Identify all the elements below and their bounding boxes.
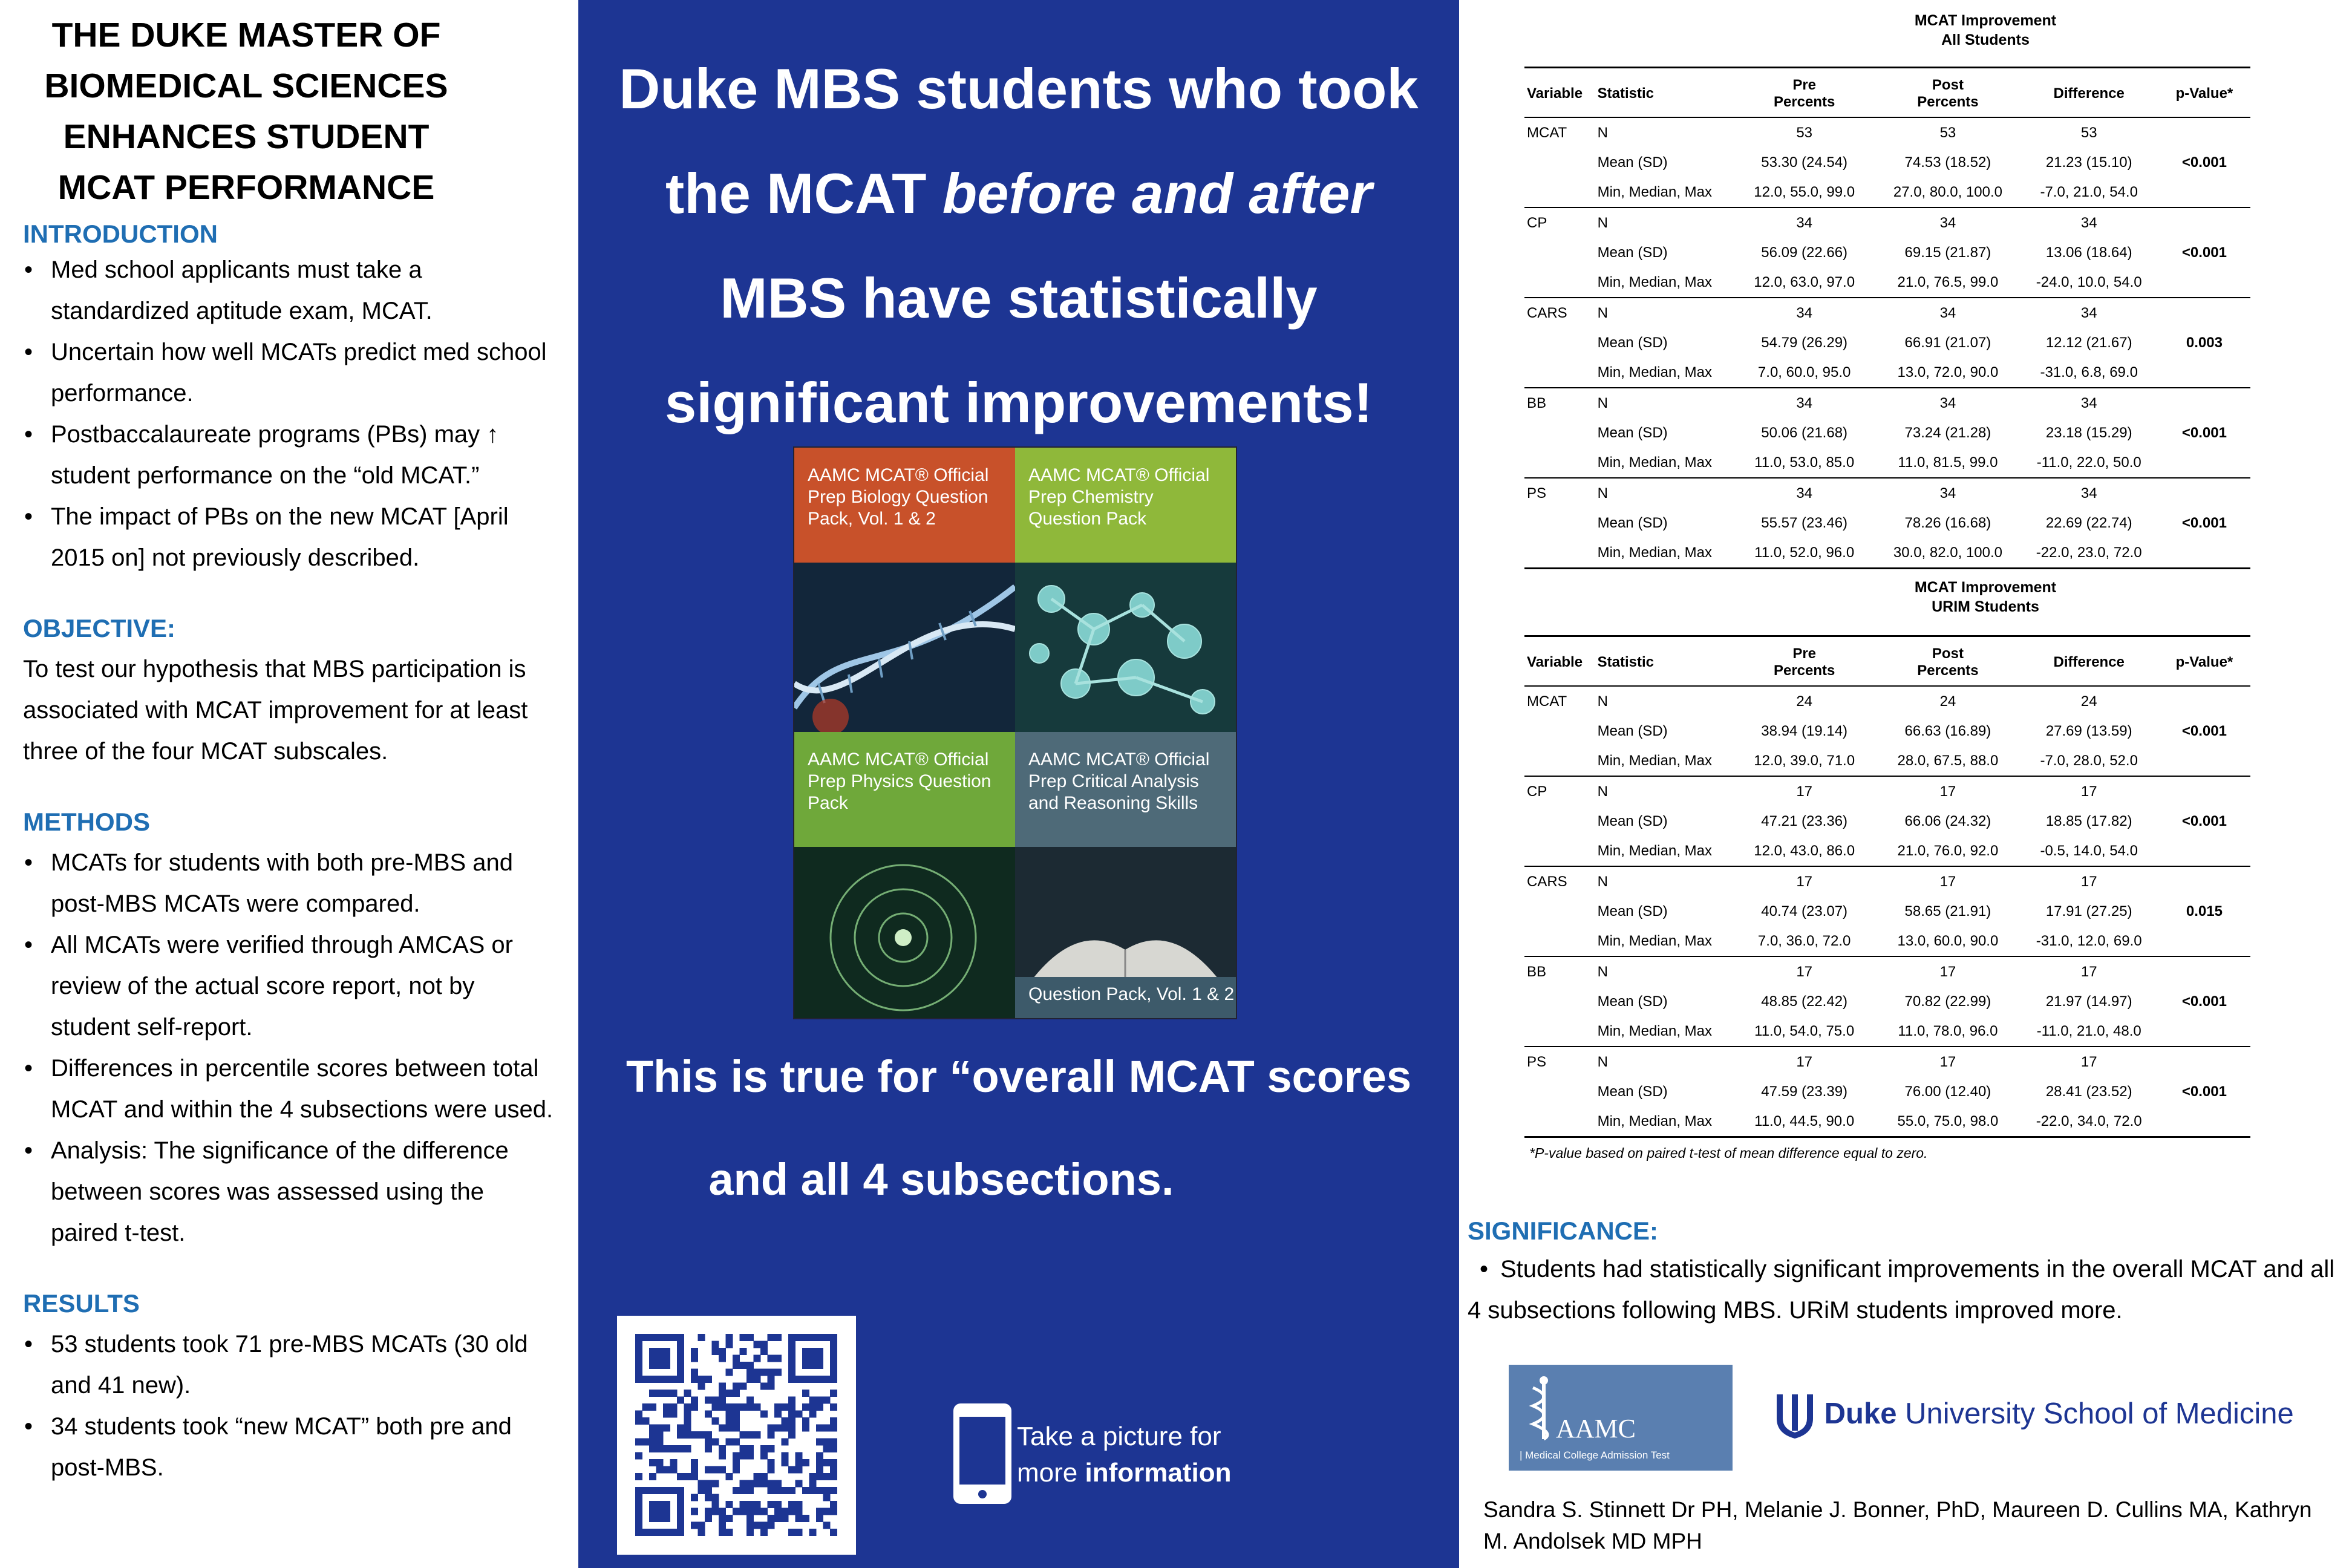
book-biology <box>794 448 1015 732</box>
list-item: • Differences in percentile scores between total MCAT and within the 4 subsections were used. <box>23 1048 555 1130</box>
cell-statistic: Mean (SD) <box>1597 335 1668 351</box>
cell-post: 34 <box>1876 298 2019 328</box>
cell-variable <box>1524 987 1595 1016</box>
cell-pvalue <box>2158 358 2250 388</box>
cell-pre: 12.0, 43.0, 86.0 <box>1754 843 1855 859</box>
take-picture-more: more <box>1017 1458 1085 1488</box>
cell-pre: 47.21 (23.36) <box>1761 813 1848 829</box>
cell-pre: 56.09 (22.66) <box>1761 244 1848 261</box>
cell-pre: 17 <box>1733 866 1876 897</box>
cell-pvalue <box>2158 207 2250 238</box>
take-picture-line-2 <box>1017 1455 1231 1491</box>
cell-pre: 12.0, 63.0, 97.0 <box>1754 274 1855 290</box>
duke-name: Duke <box>1824 1397 1897 1430</box>
headline-line-3: MBS have statistically <box>720 266 1318 330</box>
cell-post: 21.0, 76.5, 99.0 <box>1897 274 1999 290</box>
cell-variable: BB <box>1524 388 1595 418</box>
col-difference: Difference <box>2053 85 2125 102</box>
cell-difference: 17 <box>2020 1047 2158 1077</box>
cell-pvalue: <0.001 <box>2181 813 2227 829</box>
table-row <box>1524 117 2250 148</box>
take-picture-line-1: Take a picture for <box>1017 1422 1221 1451</box>
cell-variable: MCAT <box>1527 125 1567 141</box>
cell-statistic: Min, Median, Max <box>1597 184 1713 200</box>
cell-pre: 50.06 (21.68) <box>1761 425 1848 441</box>
introduction-list <box>23 249 578 578</box>
table-row <box>1524 448 2250 478</box>
cell-difference: 17 <box>2020 866 2158 897</box>
cell-statistic: N <box>1595 298 1733 328</box>
cell-variable <box>1524 1016 1595 1047</box>
cell-difference: 23.18 (15.29) <box>2045 425 2132 441</box>
cell-variable <box>1524 1077 1595 1106</box>
table-row <box>1524 866 2250 897</box>
significance-bullet: Students had statistically significant improvements in the overall MCAT and all 4 subsections following MBS. URiM students improved more. <box>1468 1256 2335 1324</box>
cell-post: 76.00 (12.40) <box>1904 1083 1991 1100</box>
table-urim-title <box>1774 578 2197 616</box>
cell-difference: 17.91 (27.25) <box>2045 903 2132 920</box>
cell-variable <box>1524 148 1595 177</box>
cell-post: 28.0, 67.5, 88.0 <box>1897 753 1999 769</box>
table-row <box>1524 267 2250 298</box>
cell-variable <box>1524 926 1595 956</box>
cell-pre: 34 <box>1733 478 1876 508</box>
cell-post: 55.0, 75.0, 98.0 <box>1876 1106 2019 1137</box>
cell-variable <box>1524 836 1595 866</box>
table-row <box>1524 1106 2250 1137</box>
qr-code[interactable] <box>617 1316 856 1555</box>
cell-variable: MCAT <box>1527 693 1567 710</box>
take-picture-text <box>1017 1419 1231 1491</box>
significance-text <box>1468 1249 2351 1331</box>
col-difference: Difference <box>2053 654 2125 670</box>
cell-pvalue: <0.001 <box>2181 154 2227 171</box>
cell-statistic: Mean (SD) <box>1597 425 1668 441</box>
cell-pre: 11.0, 44.5, 90.0 <box>1733 1106 1876 1137</box>
introduction-heading: INTRODUCTION <box>23 220 218 248</box>
center-panel <box>578 0 1459 1568</box>
take-picture-information: information <box>1085 1458 1232 1488</box>
cell-post: 11.0, 78.0, 96.0 <box>1898 1023 1998 1039</box>
cell-pre: 34 <box>1733 298 1876 328</box>
col-post: Post Percents <box>1917 645 1979 679</box>
cell-post: 70.82 (22.99) <box>1904 993 1991 1010</box>
cell-pre: 48.85 (22.42) <box>1761 993 1848 1010</box>
cell-difference: 27.69 (13.59) <box>2045 723 2132 739</box>
duke-logo <box>1774 1391 2294 1446</box>
table-row <box>1524 328 2250 358</box>
cell-pvalue <box>2158 388 2250 418</box>
cell-variable: PS <box>1524 1047 1595 1077</box>
cell-difference: 18.85 (17.82) <box>2045 813 2132 829</box>
cell-pre: 11.0, 52.0, 96.0 <box>1733 538 1876 569</box>
cell-pvalue <box>2158 267 2250 298</box>
cell-pre: 11.0, 54.0, 75.0 <box>1754 1023 1855 1039</box>
cell-variable <box>1524 328 1595 358</box>
table-row <box>1524 776 2250 806</box>
cell-post: 66.91 (21.07) <box>1904 335 1991 351</box>
cell-pre: 53.30 (24.54) <box>1761 154 1848 171</box>
significance-heading: SIGNIFICANCE: <box>1468 1217 1658 1245</box>
cell-variable: CARS <box>1524 298 1595 328</box>
cell-pvalue: 0.015 <box>2186 903 2223 920</box>
cell-pvalue: 0.003 <box>2186 335 2223 351</box>
cell-variable: CARS <box>1524 866 1595 897</box>
cell-statistic: N <box>1597 125 1608 141</box>
cell-pvalue <box>2158 448 2250 478</box>
list-item: • All MCATs were verified through AMCAS or review of the actual score report, not by student self-report. <box>23 924 555 1048</box>
table-row <box>1524 897 2250 926</box>
cell-post: 24 <box>1939 693 1956 710</box>
cell-difference: 28.41 (23.52) <box>2045 1083 2132 1100</box>
col-pvalue: p-Value* <box>2175 654 2233 670</box>
cell-variable <box>1524 716 1595 746</box>
cell-difference: 12.12 (21.67) <box>2045 335 2132 351</box>
cell-difference: -22.0, 23.0, 72.0 <box>2020 538 2158 569</box>
results-heading: RESULTS <box>23 1289 140 1318</box>
cell-statistic: N <box>1595 388 1733 418</box>
table-all-students <box>1524 67 2250 569</box>
cell-difference: 13.06 (18.64) <box>2045 244 2132 261</box>
cell-post: 17 <box>1876 776 2019 806</box>
cell-post: 13.0, 72.0, 90.0 <box>1897 364 1999 381</box>
cell-statistic: Min, Median, Max <box>1597 1023 1713 1039</box>
cell-pre: 12.0, 39.0, 71.0 <box>1754 753 1855 769</box>
cell-post: 34 <box>1876 388 2019 418</box>
cell-variable <box>1524 358 1595 388</box>
methods-list <box>23 842 578 1253</box>
book-physics <box>794 732 1015 1018</box>
poster-title: THE DUKE MASTER OF BIOMEDICAL SCIENCES ENHANCES STUDENT MCAT PERFORMANCE <box>44 16 448 207</box>
cell-statistic: N <box>1595 866 1733 897</box>
cell-post: 69.15 (21.87) <box>1904 244 1991 261</box>
cell-post: 74.53 (18.52) <box>1904 154 1991 171</box>
table-all-title-1: MCAT Improvement <box>1914 12 2057 29</box>
table-row <box>1524 956 2250 987</box>
cell-difference: -11.0, 22.0, 50.0 <box>2036 454 2141 471</box>
cell-pre: 40.74 (23.07) <box>1761 903 1848 920</box>
table-row <box>1524 298 2250 328</box>
cell-pre: 17 <box>1733 956 1876 987</box>
cell-difference: 21.23 (15.10) <box>2045 154 2132 171</box>
cell-post: 66.06 (24.32) <box>1904 813 1991 829</box>
cell-difference: -0.5, 14.0, 54.0 <box>2040 843 2138 859</box>
cell-variable <box>1524 418 1595 448</box>
headline <box>578 36 1459 455</box>
book-chemistry <box>1015 448 1236 732</box>
cell-pvalue <box>2158 746 2250 776</box>
table-row <box>1524 716 2250 746</box>
list-item: • Uncertain how well MCATs predict med school performance. <box>23 332 555 414</box>
cell-post: 17 <box>1876 1047 2019 1077</box>
cell-variable <box>1524 746 1595 776</box>
table-row <box>1524 418 2250 448</box>
table-row <box>1524 478 2250 508</box>
cell-post: 21.0, 76.0, 92.0 <box>1897 843 1999 859</box>
bullet: • <box>1479 1256 1488 1282</box>
cell-difference: 34 <box>2020 478 2158 508</box>
col-statistic: Statistic <box>1597 85 1654 102</box>
cell-post: 30.0, 82.0, 100.0 <box>1876 538 2019 569</box>
cell-pre: 53 <box>1796 125 1813 141</box>
cell-pvalue <box>2158 836 2250 866</box>
cell-post: 11.0, 81.5, 99.0 <box>1898 454 1998 471</box>
methods-heading: METHODS <box>23 808 150 836</box>
cell-pre: 54.79 (26.29) <box>1761 335 1848 351</box>
right-column <box>1459 0 2352 1568</box>
cell-post: 17 <box>1876 956 2019 987</box>
table-row <box>1524 1077 2250 1106</box>
cell-difference: 24 <box>2080 693 2097 710</box>
cell-variable: PS <box>1524 478 1595 508</box>
claim-line-2: and all 4 subsections. <box>708 1154 1174 1204</box>
cell-post: 53 <box>1939 125 1956 141</box>
headline-line-1: Duke MBS students who took <box>619 57 1419 120</box>
cell-variable: CP <box>1524 776 1595 806</box>
cell-variable <box>1524 177 1595 207</box>
col-variable: Variable <box>1527 654 1583 670</box>
table-row <box>1524 806 2250 836</box>
cell-post: 17 <box>1876 866 2019 897</box>
cell-post: 58.65 (21.91) <box>1904 903 1991 920</box>
cell-statistic: N <box>1595 478 1733 508</box>
cell-difference: 34 <box>2020 207 2158 238</box>
cell-pre: 7.0, 36.0, 72.0 <box>1757 933 1851 949</box>
cell-difference: 21.97 (14.97) <box>2045 993 2132 1010</box>
list-item: • Analysis: The significance of the difference between scores was assessed using the paired t-test. <box>23 1130 555 1253</box>
cell-statistic: N <box>1595 956 1733 987</box>
cell-variable <box>1524 508 1595 538</box>
cell-post: 78.26 (16.68) <box>1904 515 1991 531</box>
cell-variable: BB <box>1524 956 1595 987</box>
book-label: AAMC MCAT® Official Prep Biology Question Pack, Vol. 1 & 2 <box>794 448 1015 563</box>
cell-variable: CP <box>1524 207 1595 238</box>
cell-pvalue <box>2158 956 2250 987</box>
duke-shield-icon <box>1774 1391 1816 1440</box>
aamc-subtitle: | Medical College Admission Test <box>1520 1449 1670 1461</box>
aamc-name: AAMC <box>1556 1414 1636 1443</box>
book-label: AAMC MCAT® Official Prep Critical Analysis and Reasoning Skills <box>1015 732 1236 847</box>
cell-pvalue <box>2158 1106 2250 1137</box>
table-row <box>1524 508 2250 538</box>
left-column <box>0 0 578 1568</box>
cell-pre: 47.59 (23.39) <box>1761 1083 1848 1100</box>
mcat-prep-books-image <box>793 446 1237 1019</box>
cell-statistic: N <box>1595 1047 1733 1077</box>
cell-difference: -31.0, 6.8, 69.0 <box>2040 364 2138 381</box>
list-item: • Postbaccalaureate programs (PBs) may ↑ student performance on the “old MCAT.” <box>23 414 555 496</box>
cell-pvalue <box>2158 926 2250 956</box>
cell-difference: 34 <box>2020 388 2158 418</box>
headline-emphasis: before and after <box>942 162 1373 225</box>
cell-pvalue: <0.001 <box>2181 244 2227 261</box>
cell-pre: 55.57 (23.46) <box>1761 515 1848 531</box>
book-label: AAMC MCAT® Official Prep Physics Question Pack <box>794 732 1015 847</box>
cell-statistic: Min, Median, Max <box>1597 933 1713 949</box>
book-cars <box>1015 732 1236 1018</box>
cell-pvalue <box>2158 776 2250 806</box>
cell-statistic: Mean (SD) <box>1597 515 1668 531</box>
cell-statistic: Min, Median, Max <box>1595 1106 1733 1137</box>
col-variable: Variable <box>1527 85 1583 102</box>
cell-statistic: Mean (SD) <box>1597 244 1668 261</box>
cell-statistic: Mean (SD) <box>1597 813 1668 829</box>
cell-statistic: Min, Median, Max <box>1597 843 1713 859</box>
cell-post: 27.0, 80.0, 100.0 <box>1893 184 2002 200</box>
cell-statistic: Mean (SD) <box>1597 1083 1668 1100</box>
aamc-logo <box>1509 1365 1733 1471</box>
table-row <box>1524 926 2250 956</box>
col-post: Post Percents <box>1917 77 1979 110</box>
table-row <box>1524 238 2250 267</box>
objective-text: To test our hypothesis that MBS participation is associated with MCAT improvement for at least three of the four MCAT subscales. <box>23 656 528 765</box>
cell-difference: 22.69 (22.74) <box>2045 515 2132 531</box>
cell-pvalue: <0.001 <box>2181 723 2227 739</box>
cell-post: 34 <box>1876 207 2019 238</box>
cell-post: 13.0, 60.0, 90.0 <box>1897 933 1999 949</box>
duke-school: University School of Medicine <box>1896 1397 2294 1430</box>
cell-post: 66.63 (16.89) <box>1904 723 1991 739</box>
cell-variable <box>1524 1106 1595 1137</box>
cell-variable <box>1524 806 1595 836</box>
books-footer: Question Pack, Vol. 1 & 2 <box>1028 984 1235 1004</box>
table-row <box>1524 746 2250 776</box>
cell-pvalue <box>2158 1047 2250 1077</box>
list-item: • 34 students took “new MCAT” both pre and post-MBS. <box>23 1406 555 1488</box>
table-row <box>1524 1016 2250 1047</box>
cell-statistic: Mean (SD) <box>1597 154 1668 171</box>
col-pre: Pre Percents <box>1773 77 1835 110</box>
table-row <box>1524 1047 2250 1077</box>
cell-pvalue <box>2158 298 2250 328</box>
footnote: *P-value based on paired t-test of mean difference equal to zero. <box>1529 1145 1928 1161</box>
table-urim-students <box>1524 635 2250 1138</box>
cell-variable <box>1524 538 1595 569</box>
cell-pre: 24 <box>1796 693 1813 710</box>
cell-statistic: N <box>1595 776 1733 806</box>
cell-variable <box>1524 448 1595 478</box>
cell-pvalue <box>2158 1016 2250 1047</box>
cell-difference: -24.0, 10.0, 54.0 <box>2036 274 2142 290</box>
authors: Sandra S. Stinnett Dr PH, Melanie J. Bonner, PhD, Maureen D. Cullins MA, Kathryn M. Andolsek MD MPH <box>1483 1497 2312 1553</box>
dna-image <box>794 563 1015 732</box>
phone-icon <box>940 1403 1013 1509</box>
headline-line-4: significant improvements! <box>665 371 1373 434</box>
cell-pre: 34 <box>1733 207 1876 238</box>
cell-pvalue <box>2158 117 2250 148</box>
cell-difference: -11.0, 21.0, 48.0 <box>2036 1023 2141 1039</box>
cell-statistic: N <box>1595 207 1733 238</box>
cell-statistic: N <box>1597 693 1608 710</box>
cell-pvalue: <0.001 <box>2181 515 2227 531</box>
table-row <box>1524 538 2250 569</box>
physics-image <box>794 847 1015 1018</box>
list-item: • The impact of PBs on the new MCAT [April 2015 on] not previously described. <box>23 496 555 578</box>
table-row <box>1524 388 2250 418</box>
cell-pre: 38.94 (19.14) <box>1761 723 1848 739</box>
cell-pre: 7.0, 60.0, 95.0 <box>1757 364 1851 381</box>
cell-post: 73.24 (21.28) <box>1904 425 1991 441</box>
cell-statistic: Mean (SD) <box>1597 723 1668 739</box>
cell-difference: -31.0, 12.0, 69.0 <box>2036 933 2142 949</box>
cell-pre: 12.0, 55.0, 99.0 <box>1754 184 1855 200</box>
table-row <box>1524 177 2250 207</box>
table-row <box>1524 148 2250 177</box>
headline-line-2 <box>578 141 1459 246</box>
cell-pvalue <box>2158 686 2250 716</box>
cell-pvalue <box>2158 538 2250 569</box>
cell-pvalue: <0.001 <box>2181 425 2227 441</box>
cell-statistic: Min, Median, Max <box>1597 364 1713 381</box>
cell-pre: 11.0, 53.0, 85.0 <box>1754 454 1855 471</box>
cell-pvalue <box>2158 177 2250 207</box>
cell-statistic: Min, Median, Max <box>1597 753 1713 769</box>
table-row <box>1524 836 2250 866</box>
cell-statistic: Min, Median, Max <box>1597 454 1713 471</box>
cell-difference: -22.0, 34.0, 72.0 <box>2020 1106 2158 1137</box>
list-item: • MCATs for students with both pre-MBS and post-MBS MCATs were compared. <box>23 842 555 924</box>
cell-difference: 17 <box>2020 956 2158 987</box>
cell-variable <box>1524 897 1595 926</box>
table-row <box>1524 207 2250 238</box>
cell-statistic: Mean (SD) <box>1597 903 1668 920</box>
cell-pvalue <box>2158 478 2250 508</box>
cell-difference: -7.0, 21.0, 54.0 <box>2040 184 2138 200</box>
cell-difference: 17 <box>2020 776 2158 806</box>
col-pvalue: p-Value* <box>2175 85 2233 102</box>
cell-pvalue: <0.001 <box>2181 1083 2227 1100</box>
table-row <box>1524 686 2250 716</box>
molecules-image <box>1015 563 1236 732</box>
headline-text: the MCAT <box>665 162 942 225</box>
col-statistic: Statistic <box>1597 654 1654 670</box>
cell-pre: 34 <box>1733 388 1876 418</box>
table-row <box>1524 987 2250 1016</box>
cell-statistic: Min, Median, Max <box>1597 274 1713 290</box>
cell-pre: 17 <box>1733 776 1876 806</box>
cell-statistic: Mean (SD) <box>1597 993 1668 1010</box>
table-urim-title-2: URIM Students <box>1932 598 2039 615</box>
results-list <box>23 1324 578 1488</box>
col-pre: Pre Percents <box>1773 645 1835 679</box>
table-row <box>1524 358 2250 388</box>
table-urim-title-1: MCAT Improvement <box>1914 579 2057 596</box>
table-all-title <box>1774 11 2197 50</box>
claim-line-1: This is true for “overall MCAT scores <box>626 1051 1412 1102</box>
cell-difference: 34 <box>2020 298 2158 328</box>
cell-variable <box>1524 238 1595 267</box>
objective-heading: OBJECTIVE: <box>23 614 176 642</box>
cell-pvalue: <0.001 <box>2181 993 2227 1010</box>
cell-variable <box>1524 267 1595 298</box>
book-label: AAMC MCAT® Official Prep Chemistry Question Pack <box>1015 448 1236 563</box>
cell-statistic: Min, Median, Max <box>1595 538 1733 569</box>
list-item: • 53 students took 71 pre-MBS MCATs (30 old and 41 new). <box>23 1324 555 1406</box>
cell-difference: -7.0, 28.0, 52.0 <box>2040 753 2138 769</box>
cell-difference: 53 <box>2080 125 2097 141</box>
list-item: • Med school applicants must take a standardized aptitude exam, MCAT. <box>23 249 555 332</box>
cell-pvalue <box>2158 866 2250 897</box>
cell-pre: 17 <box>1733 1047 1876 1077</box>
table-all-title-2: All Students <box>1941 31 2030 48</box>
cell-post: 34 <box>1876 478 2019 508</box>
